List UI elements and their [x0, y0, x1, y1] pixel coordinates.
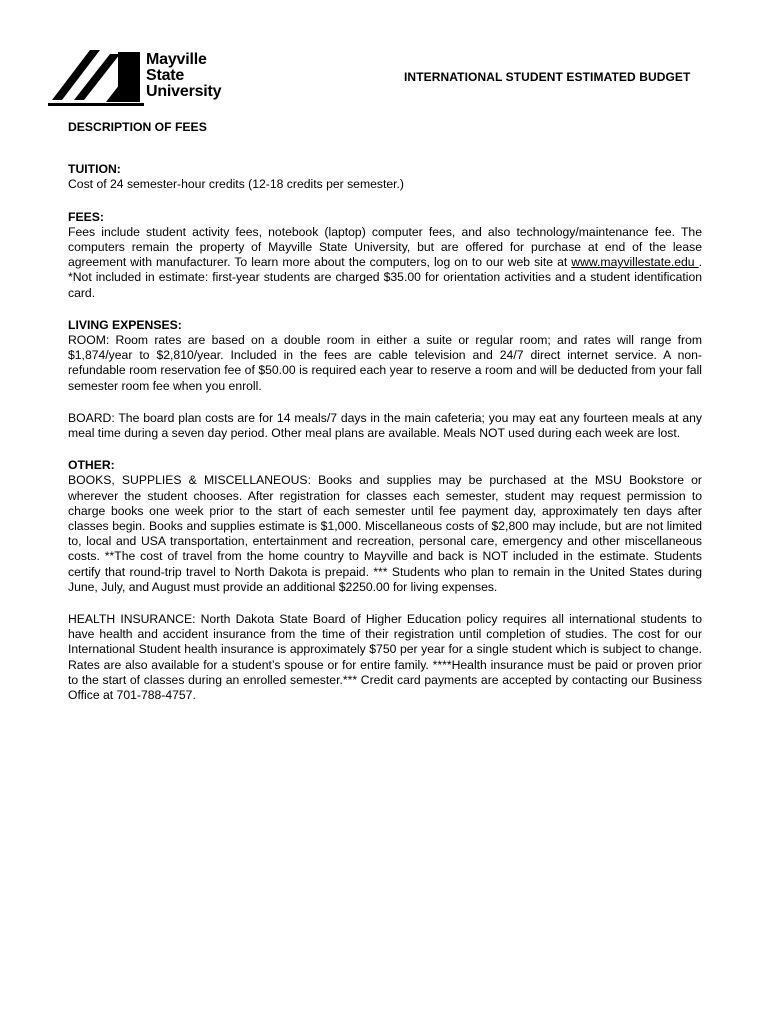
tuition-section — [68, 162, 702, 192]
health-insurance-text: HEALTH INSURANCE: North Dakota State Board of Higher Education policy requires all international students to have health and accident insurance from the time of their registration until completion of studies. The cost for our International Student health insurance is approximately $750 per year for a single student which is subject to change. Rates are also available for a student’s spouse or for entire family. ****Health insurance must be paid or proven prior to the start of classes during an enrolled semester.*** Credit card payments are accepted by contacting our Business Office at 701-788-4757. — [68, 612, 702, 703]
room-text: ROOM: Room rates are based on a double room in either a suite or regular room; and rates will range from $1,874/year to $2,810/year. Included in the fees are cable television and 24/7 direct internet service. A non-refundable room reservation fee of $50.00 is required each year to reserve a room and will be deducted from your fall semester room fee when you enroll. — [68, 333, 702, 393]
logo-line-2: State — [146, 67, 185, 84]
document-body — [68, 120, 702, 720]
logo-mark-icon — [48, 44, 148, 108]
document-title: INTERNATIONAL STUDENT ESTIMATED BUDGET — [404, 70, 691, 84]
board-section — [68, 411, 702, 441]
fees-section — [68, 210, 702, 301]
university-logo — [48, 44, 238, 108]
fees-text-after: . *Not included in estimate: first-year students are charged $35.00 for orientation activities and a student identification card. — [68, 255, 702, 300]
living-expenses-heading: LIVING EXPENSES: — [68, 317, 182, 332]
other-section — [68, 458, 702, 595]
board-text: BOARD: The board plan costs are for 14 meals/7 days in the main cafeteria; you may eat any fourteen meals at any meal time during a seven day period. Other meal plans are available. Meals NOT used during each week are lost. — [68, 410, 702, 441]
fees-text-before: Fees include student activity fees, notebook (laptop) computer fees, and also technology/maintenance fee. The computers remain the property of Mayville State University, but are offered for purchase at end of the lease agreement with manufacturer. To learn more about the computers, log on to our web site at — [68, 224, 702, 270]
description-heading: DESCRIPTION OF FEES — [68, 120, 207, 134]
website-link[interactable]: www.mayvillestate.edu — [571, 255, 699, 270]
tuition-heading: TUITION: — [68, 162, 121, 177]
logo-line-3: University — [146, 83, 222, 100]
health-insurance-section — [68, 612, 702, 703]
living-expenses-section — [68, 318, 702, 394]
other-heading: OTHER: — [68, 458, 115, 473]
logo-wordmark — [146, 52, 221, 100]
logo-line-1: Mayville — [146, 51, 207, 68]
fees-heading: FEES: — [68, 209, 104, 224]
tuition-text: Cost of 24 semester-hour credits (12-18 credits per semester.) — [68, 177, 404, 192]
books-supplies-text: BOOKS, SUPPLIES & MISCELLANEOUS: Books and supplies may be purchased at the MSU Bookstore or wherever the student chooses. After registration for classes each semester, student may request permission to charge books one week prior to the start of each semester until fee payment day, approximately ten days after classes begin. Books and supplies estimate is $1,000. Miscellaneous costs of $2,800 may include, but are not limited to, local and USA transportation, entertainment and recreation, personal care, emergency and other miscellaneous costs. **The cost of travel from the home country to Mayville and back is NOT included in the estimate. Students certify that round-trip travel to North Dakota is prepaid. *** Students who plan to remain in the United States during June, July, and August must provide an additional $2250.00 for living expenses. — [68, 473, 702, 594]
fees-text — [68, 225, 702, 301]
